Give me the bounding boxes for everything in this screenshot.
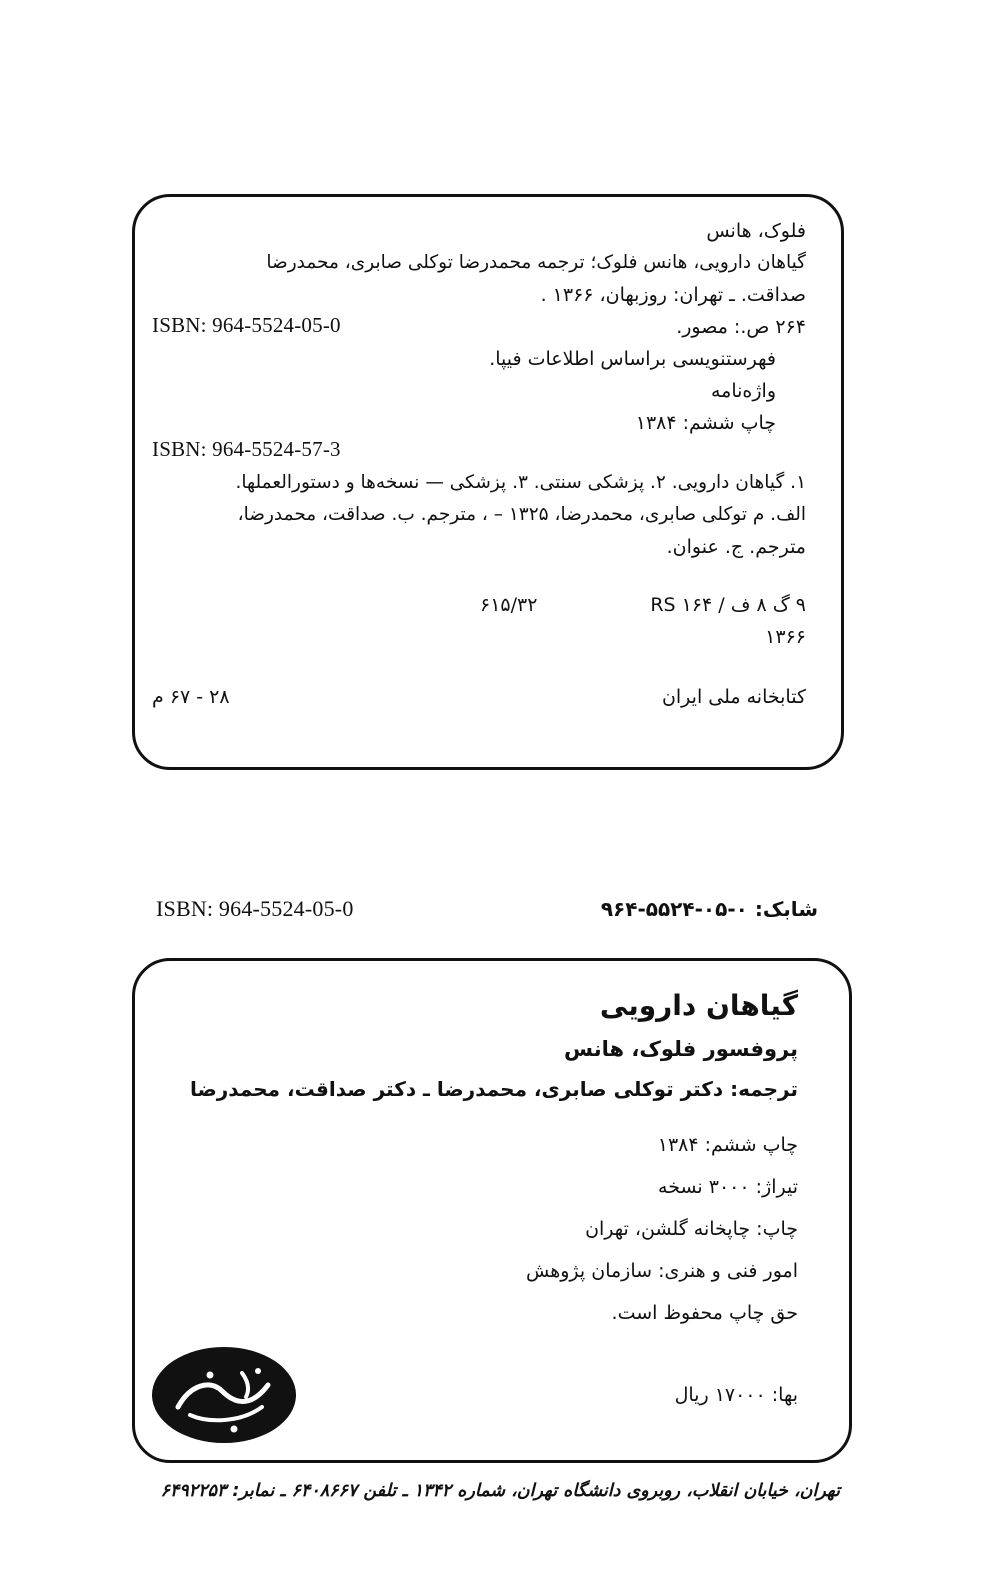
cip-title-line-2: صداقت. ـ تهران: روزبهان، ۱۳۶۶ . (540, 284, 806, 306)
cip-class-number: ۹ گ ۸ ف / RS ۱۶۴ (650, 594, 806, 616)
book-title: گیاهان دارویی (599, 989, 798, 1022)
cip-subjects-line-3: مترجم. ج. عنوان. (666, 536, 806, 558)
book-author: پروفسور فلوک، هانس (564, 1037, 798, 1061)
imprint-isbn-fa: شابک: ۰-۰۵-۵۵۲۴-۹۶۴ (600, 897, 818, 921)
book-translators: ترجمه: دکتر توکلی صابری، محمدرضا ـ دکتر صداقت، محمدرضا (189, 1077, 798, 1101)
publisher-address: تهران، خیابان انقلاب، روبروی دانشگاه تهران، شماره ۱۳۴۲ ـ تلفن ۶۴۰۸۶۶۷ ـ نمابر: ۶۴۹۲۲۵۳ (160, 1481, 840, 1501)
cip-year: ۱۳۶۶ (765, 626, 806, 648)
cip-dewey-number: ۶۱۵/۳۲ (480, 594, 538, 616)
cip-note-2: واژه‌نامه (710, 380, 776, 402)
cip-library: کتابخانه ملی ایران (661, 686, 806, 708)
imprint-isbn-latin: ISBN: 964-5524-05-0 (156, 896, 354, 921)
cip-isbn-2: ISBN: 964-5524-57-3 (152, 437, 341, 461)
cip-note-1: فهرستنویسی براساس اطلاعات فیپا. (489, 348, 776, 370)
imprint-print-run: تیراژ: ۳۰۰۰ نسخه (658, 1176, 798, 1198)
cip-isbn-1: ISBN: 964-5524-05-0 (152, 313, 341, 337)
imprint-printer: چاپ: چاپخانه گلشن، تهران (585, 1218, 798, 1240)
imprint-edition: چاپ ششم: ۱۳۸۴ (657, 1134, 798, 1156)
imprint-price: بها: ۱۷۰۰۰ ریال (674, 1384, 798, 1406)
cip-record-number: ۲۸ - ۶۷ م (152, 686, 230, 708)
cip-author-heading: فلوک، هانس (706, 220, 806, 242)
cip-title-line-1: گیاهان دارویی، هانس فلوک؛ ترجمه محمدرضا توکلی صابری، محمدرضا (266, 252, 806, 273)
cip-subjects-line-1: ۱. گیاهان دارویی. ۲. پزشکی سنتی. ۳. پزشکی — نسخه‌ها و دستورالعملها. (235, 472, 806, 493)
imprint-copyright: حق چاپ محفوظ است. (611, 1302, 798, 1324)
cip-pages: ۲۶۴ ص.: مصور. (676, 316, 806, 338)
imprint-technical: امور فنی و هنری: سازمان پژوهش (526, 1260, 798, 1282)
cip-note-3: چاپ ششم: ۱۳۸۴ (635, 412, 776, 434)
cip-subjects-line-2: الف. م توکلی صابری، محمدرضا، ۱۳۲۵ – ، مترجم. ب. صداقت، محمدرضا، (237, 504, 806, 525)
publisher-logo-icon (150, 1345, 298, 1445)
